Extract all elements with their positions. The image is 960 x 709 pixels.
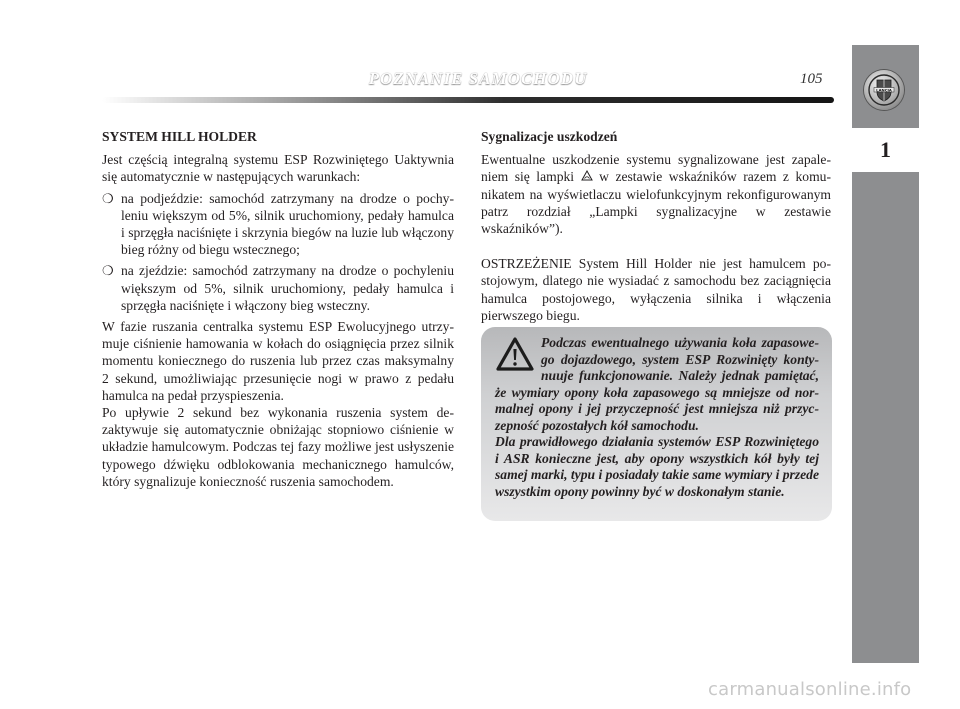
body-paragraph: Po upływie 2 sekund bez wykonania ruszenia system dezaktywuje się automatycznie obniżając stopniowo ciśnienie w układzie hamulcowym. Podczas tej fazy możliwe jest usłyszenie typowego dźwięku odblokowania mechanicznego hamulców, który sygnalizuje konieczność ruszenia samochodem. — [102, 405, 454, 489]
page-number: 105 — [800, 71, 823, 87]
section-heading: SYSTEM HILL HOLDER — [102, 129, 257, 144]
esp-warning-lamp-icon — [581, 170, 593, 182]
list-item-text: na zjeździe: samochód zatrzymany na drodze o pochyleniu większym od 5%, silnik uruchomiony, pedały hamulca i sprzęgła naciśnięte i włączony bieg wsteczny. — [121, 263, 454, 313]
warning-text: Podczas ewentualnego używania koła zapasowego dojazdowego, system ESP Rozwinięty kontynuuje funkcjonowanie. Należy jednak pamiętać, że wymiary opony koła zapasowego są mniejsze od normalnej opony i jej przyczepność jest mniejsza niż przyczepność pozostałych kół samochodu. Dla prawidłowego działania systemów ESP Rozwiniętego i ASR konieczne jest, aby opony wszystkich kół były tej samej marki, typu i posiadały takie same wymiary i przede wszystkim opony powinny być w doskonałym stanie. — [495, 335, 819, 499]
left-column — [102, 128, 454, 494]
lancia-shield-icon — [867, 73, 901, 107]
watermark-text: carmanualsonline.info — [708, 679, 912, 700]
bullet-circle-icon: ❍ — [102, 263, 114, 279]
section-title: POZNANIE SAMOCHODU — [368, 69, 588, 88]
fault-paragraph: Ewentualne uszkodzenie systemu sygnalizowane jest zapaleniem się lampki w zestawie wskaźników razem z komunikatem na wyświetlaczu wielofunkcyjnym rekonfigurowanym patrz rozdział „Lampki sygnalizacyjne w zestawie wskaźników”). — [481, 152, 831, 237]
conditions-list — [102, 190, 454, 314]
chapter-number: 1 — [880, 137, 891, 162]
intro-paragraph: Jest częścią integralną systemu ESP Rozwiniętego Uaktywnia się automatycznie w następujących warunkach: — [102, 152, 454, 185]
header-rule — [102, 97, 834, 103]
body-paragraph: W fazie ruszania centralka systemu ESP Ewolucyjnego utrzymuje ciśnienie hamowania w kołach do osiągnięcia przez silnik momentu koniecznego do ruszenia lub przez czas maksymalny 2 sekund, umożliwiając przesunięcie nogi w prawo z pedału hamulca na pedał przyspieszenia. — [102, 319, 454, 403]
lancia-logo-icon — [864, 70, 904, 110]
logo-text: LANCIA — [876, 87, 892, 93]
caution-paragraph: OSTRZEŻENIE System Hill Holder nie jest hamulcem postojowym, dlatego nie wysiadać z samochodu bez zaciągnięcia hamulca postojowego, wyłączenia silnika i włączenia pierwszego biegu. — [481, 256, 831, 323]
bullet-circle-icon: ❍ — [102, 190, 114, 206]
list-item-text: na podjeździe: samochód zatrzymany na drodze o pochyleniu większym od 5%, silnik uruchomiony, pedały hamulca i sprzęgła naciśnięte i skrzynia biegów na luzie lub włączony bieg różny od biegu wstecznego; — [121, 190, 454, 258]
chapter-number-tab[interactable] — [852, 128, 919, 172]
right-column — [481, 128, 831, 328]
list-item — [102, 262, 454, 314]
list-item — [102, 190, 454, 259]
subsection-heading: Sygnalizacje uszkodzeń — [481, 129, 618, 144]
warning-notice-box — [481, 327, 832, 521]
